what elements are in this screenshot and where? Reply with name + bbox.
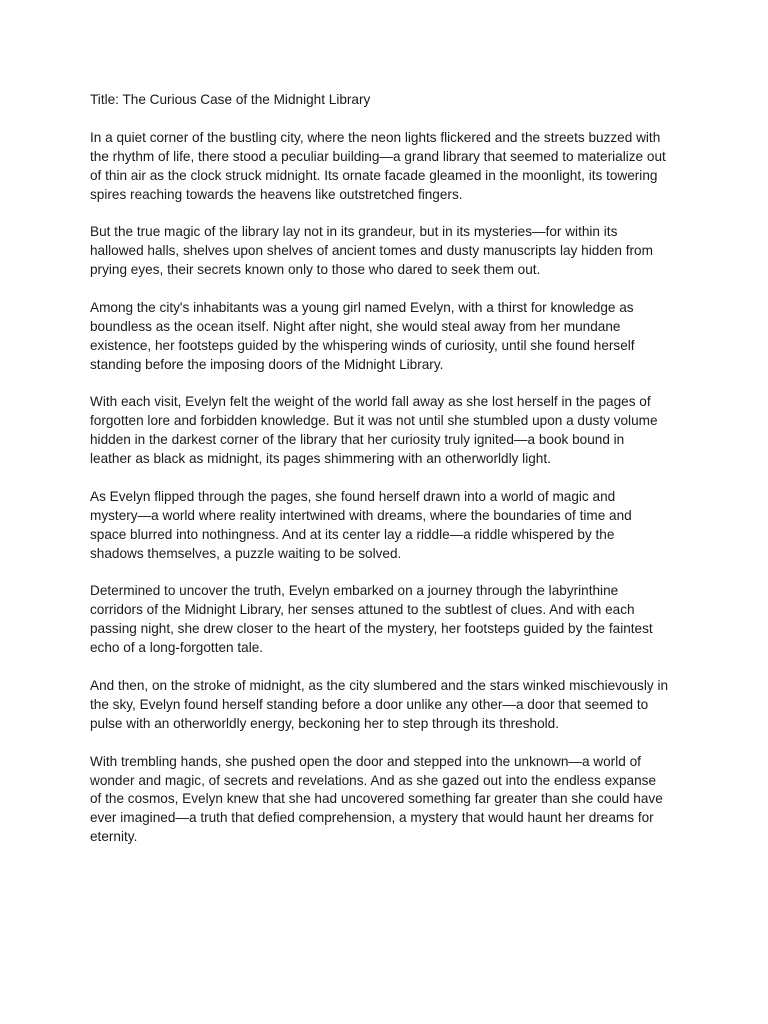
paragraph <box>90 223 690 280</box>
paragraph <box>90 488 690 564</box>
paragraph <box>90 677 690 734</box>
text-line: But the true magic of the library lay not in its grandeur, but in its mysteries—for within its <box>90 224 618 240</box>
text-line: And then, on the stroke of midnight, as the city slumbered and the stars winked mischievously in <box>90 677 669 693</box>
text-line: hallowed halls, shelves upon shelves of ancient tomes and dusty manuscripts lay hidden from <box>90 243 653 259</box>
text-line: prying eyes, their secrets known only to those who dared to seek them out. <box>90 262 541 278</box>
text-line: wonder and magic, of secrets and revelations. And as she gazed out into the endless expanse <box>90 772 657 788</box>
text-line: mystery—a world where reality intertwined with dreams, where the boundaries of time and <box>90 507 632 523</box>
text-line: In a quiet corner of the bustling city, where the neon lights flickered and the streets buzzed with <box>90 129 661 145</box>
text-line: forgotten lore and forbidden knowledge. But it was not until she stumbled upon a dusty volume <box>90 413 658 429</box>
text-line: hidden in the darkest corner of the library that her curiosity truly ignited—a book bound in <box>90 432 625 448</box>
paragraph <box>90 299 690 375</box>
text-line: spires reaching towards the heavens like outstretched fingers. <box>90 186 463 202</box>
text-line: eternity. <box>90 829 138 845</box>
text-line: pulse with an otherworldly energy, beckoning her to step through its threshold. <box>90 715 560 731</box>
text-line: Among the city's inhabitants was a young girl named Evelyn, with a thirst for knowledge as <box>90 299 634 315</box>
text-line: As Evelyn flipped through the pages, she found herself drawn into a world of magic and <box>90 488 616 504</box>
text-line: the sky, Evelyn found herself standing before a door unlike any other—a door that seemed to <box>90 696 649 712</box>
text-line: the rhythm of life, there stood a peculiar building—a grand library that seemed to materialize out <box>90 148 666 164</box>
text-line: ever imagined—a truth that defied comprehension, a mystery that would haunt her dreams for <box>90 810 654 826</box>
text-line: of thin air as the clock struck midnight. Its ornate facade gleamed in the moonlight, its towering <box>90 167 658 183</box>
text-line: space blurred into nothingness. And at its center lay a riddle—a riddle whispered by the <box>90 526 615 542</box>
paragraph <box>90 582 690 658</box>
text-line: With each visit, Evelyn felt the weight of the world fall away as she lost herself in the pages of <box>90 394 651 410</box>
text-line: of the cosmos, Evelyn knew that she had uncovered something far greater than she could have <box>90 791 663 807</box>
text-line: leather as black as midnight, its pages shimmering with an otherworldly light. <box>90 451 551 467</box>
document-title: Title: The Curious Case of the Midnight Library <box>90 92 371 107</box>
text-line: boundless as the ocean itself. Night after night, she would steal away from her mundane <box>90 318 621 334</box>
text-line: standing before the imposing doors of the Midnight Library. <box>90 356 444 372</box>
text-line: corridors of the Midnight Library, her senses attuned to the subtlest of clues. And with each <box>90 602 635 618</box>
paragraph <box>90 393 690 469</box>
text-line: existence, her footsteps guided by the whispering winds of curiosity, until she found herself <box>90 337 635 353</box>
text-line: echo of a long-forgotten tale. <box>90 640 264 656</box>
text-line: passing night, she drew closer to the heart of the mystery, her footsteps guided by the faintest <box>90 621 653 637</box>
paragraph <box>90 753 690 848</box>
text-line: Determined to uncover the truth, Evelyn embarked on a journey through the labyrinthine <box>90 583 619 599</box>
document-body <box>90 91 690 866</box>
paragraph <box>90 129 690 205</box>
text-line: shadows themselves, a puzzle waiting to be solved. <box>90 545 402 561</box>
text-line: With trembling hands, she pushed open the door and stepped into the unknown—a world of <box>90 753 641 769</box>
